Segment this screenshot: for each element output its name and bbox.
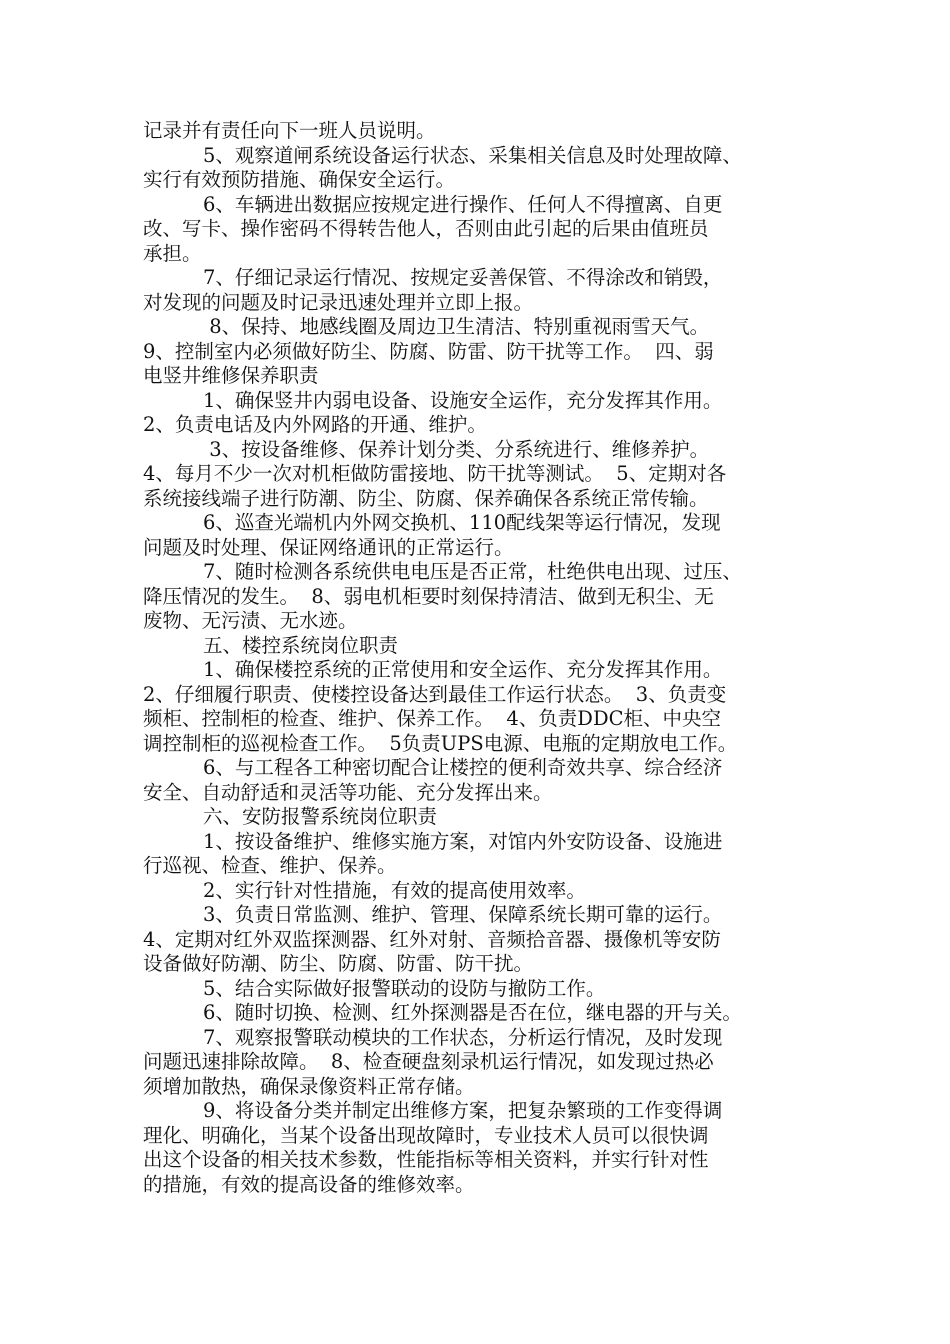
text-line: 7、观察报警联动模块的工作状态，分析运行情况，及时发现 xyxy=(203,1025,723,1049)
text-line: 频柜、控制柜的检查、维护、保养工作。 4、负责DDC柜、中央空 xyxy=(143,707,721,730)
text-line: 的措施，有效的提高设备的维修效率。 xyxy=(143,1172,475,1196)
text-line: 6、车辆进出数据应按规定进行操作、任何人不得擅离、自更 xyxy=(203,192,723,216)
text-line: 五、楼控系统岗位职责 xyxy=(203,633,399,657)
text-line: 6、与工程各工种密切配合让楼控的便利奇效共享、综合经济 xyxy=(203,756,723,779)
text-line: 9、将设备分类并制定出维修方案，把复杂繁琐的工作变得调 xyxy=(203,1099,723,1122)
text-line: 6、巡查光端机内外网交换机、110配线架等运行情况，发现 xyxy=(203,511,721,534)
text-line: 4、每月不少一次对机柜做防雷接地、防干扰等测试。 5、定期对各 xyxy=(143,462,727,485)
text-line: 实行有效预防措施、确保安全运行。 xyxy=(143,168,456,191)
text-line: 7、仔细记录运行情况、按规定妥善保管、不得涂改和销毁， xyxy=(203,266,723,289)
text-line: 2、实行针对性措施，有效的提高使用效率。 xyxy=(203,878,586,902)
text-line: 行巡视、检查、维护、保养。 xyxy=(143,854,397,877)
text-line: 问题及时处理、保证网络通讯的正常运行。 xyxy=(143,535,514,559)
text-line: 系统接线端子进行防潮、防尘、防腐、保养确保各系统正常传输。 xyxy=(143,486,709,510)
text-line: 出这个设备的相关技术参数，性能指标等相关资料，并实行针对性 xyxy=(143,1148,709,1171)
text-line: 废物、无污渍、无水迹。 xyxy=(143,609,358,632)
text-line: 改、写卡、操作密码不得转告他人，否则由此引起的后果由值班员 xyxy=(143,217,709,240)
text-line: 6、随时切换、检测、红外探测器是否在位，继电器的开与关。 xyxy=(203,1001,742,1024)
text-line: 8、保持、地感线圈及周边卫生清洁、特别重视雨雪天气。 xyxy=(203,315,710,338)
text-line: 理化、明确化，当某个设备出现故障时，专业技术人员可以很快调 xyxy=(143,1123,709,1147)
text-line: 3、按设备维修、保养计划分类、分系统进行、维修养护。 xyxy=(203,437,710,461)
document-body xyxy=(143,119,833,1197)
text-line: 六、安防报警系统岗位职责 xyxy=(203,805,438,828)
text-line: 1、确保竖井内弱电设备、设施安全运作，充分发挥其作用。 xyxy=(203,388,723,412)
text-line: 1、确保楼控系统的正常使用和安全运作、充分发挥其作用。 xyxy=(203,658,723,681)
text-line: 电竖井维修保养职责 xyxy=(143,364,319,387)
text-line: 须增加散热，确保录像资料正常存储。 xyxy=(143,1074,475,1098)
text-line: 7、随时检测各系统供电电压是否正常，杜绝供电出现、过压、 xyxy=(203,560,742,583)
text-line: 9、控制室内必须做好防尘、防腐、防雷、防干扰等工作。 四、弱 xyxy=(143,339,714,363)
text-line: 记录并有责任向下一班人员说明。 xyxy=(143,119,436,142)
text-line: 安全、自动舒适和灵活等功能、充分发挥出来。 xyxy=(143,780,553,804)
text-line: 5、结合实际做好报警联动的设防与撤防工作。 xyxy=(203,976,606,1000)
text-line: 5、观察道闸系统设备运行状态、采集相关信息及时处理故障、 xyxy=(203,143,742,167)
text-line: 4、定期对红外双监探测器、红外对射、音频拾音器、摄像机等安防 xyxy=(143,927,721,951)
text-line: 1、按设备维护、维修实施方案，对馆内外安防设备、设施进 xyxy=(203,829,723,853)
text-line: 调控制柜的巡视检查工作。 5负责UPS电源、电瓶的定期放电工作。 xyxy=(143,731,738,755)
text-line: 对发现的问题及时记录迅速处理并立即上报。 xyxy=(143,290,534,314)
text-line: 降压情况的发生。 8、弱电机柜要时刻保持清洁、做到无积尘、无 xyxy=(143,584,714,608)
text-line: 2、仔细履行职责、使楼控设备达到最佳工作运行状态。 3、负责变 xyxy=(143,682,727,706)
text-line: 承担。 xyxy=(143,241,202,265)
text-line: 设备做好防潮、防尘、防腐、防雷、防干扰。 xyxy=(143,952,534,975)
text-line: 3、负责日常监测、维护、管理、保障系统长期可靠的运行。 xyxy=(203,903,723,926)
text-line: 2、负责电话及内外网路的开通、维护。 xyxy=(143,413,487,436)
text-line: 问题迅速排除故障。 8、检查硬盘刻录机运行情况，如发现过热必 xyxy=(143,1050,714,1073)
